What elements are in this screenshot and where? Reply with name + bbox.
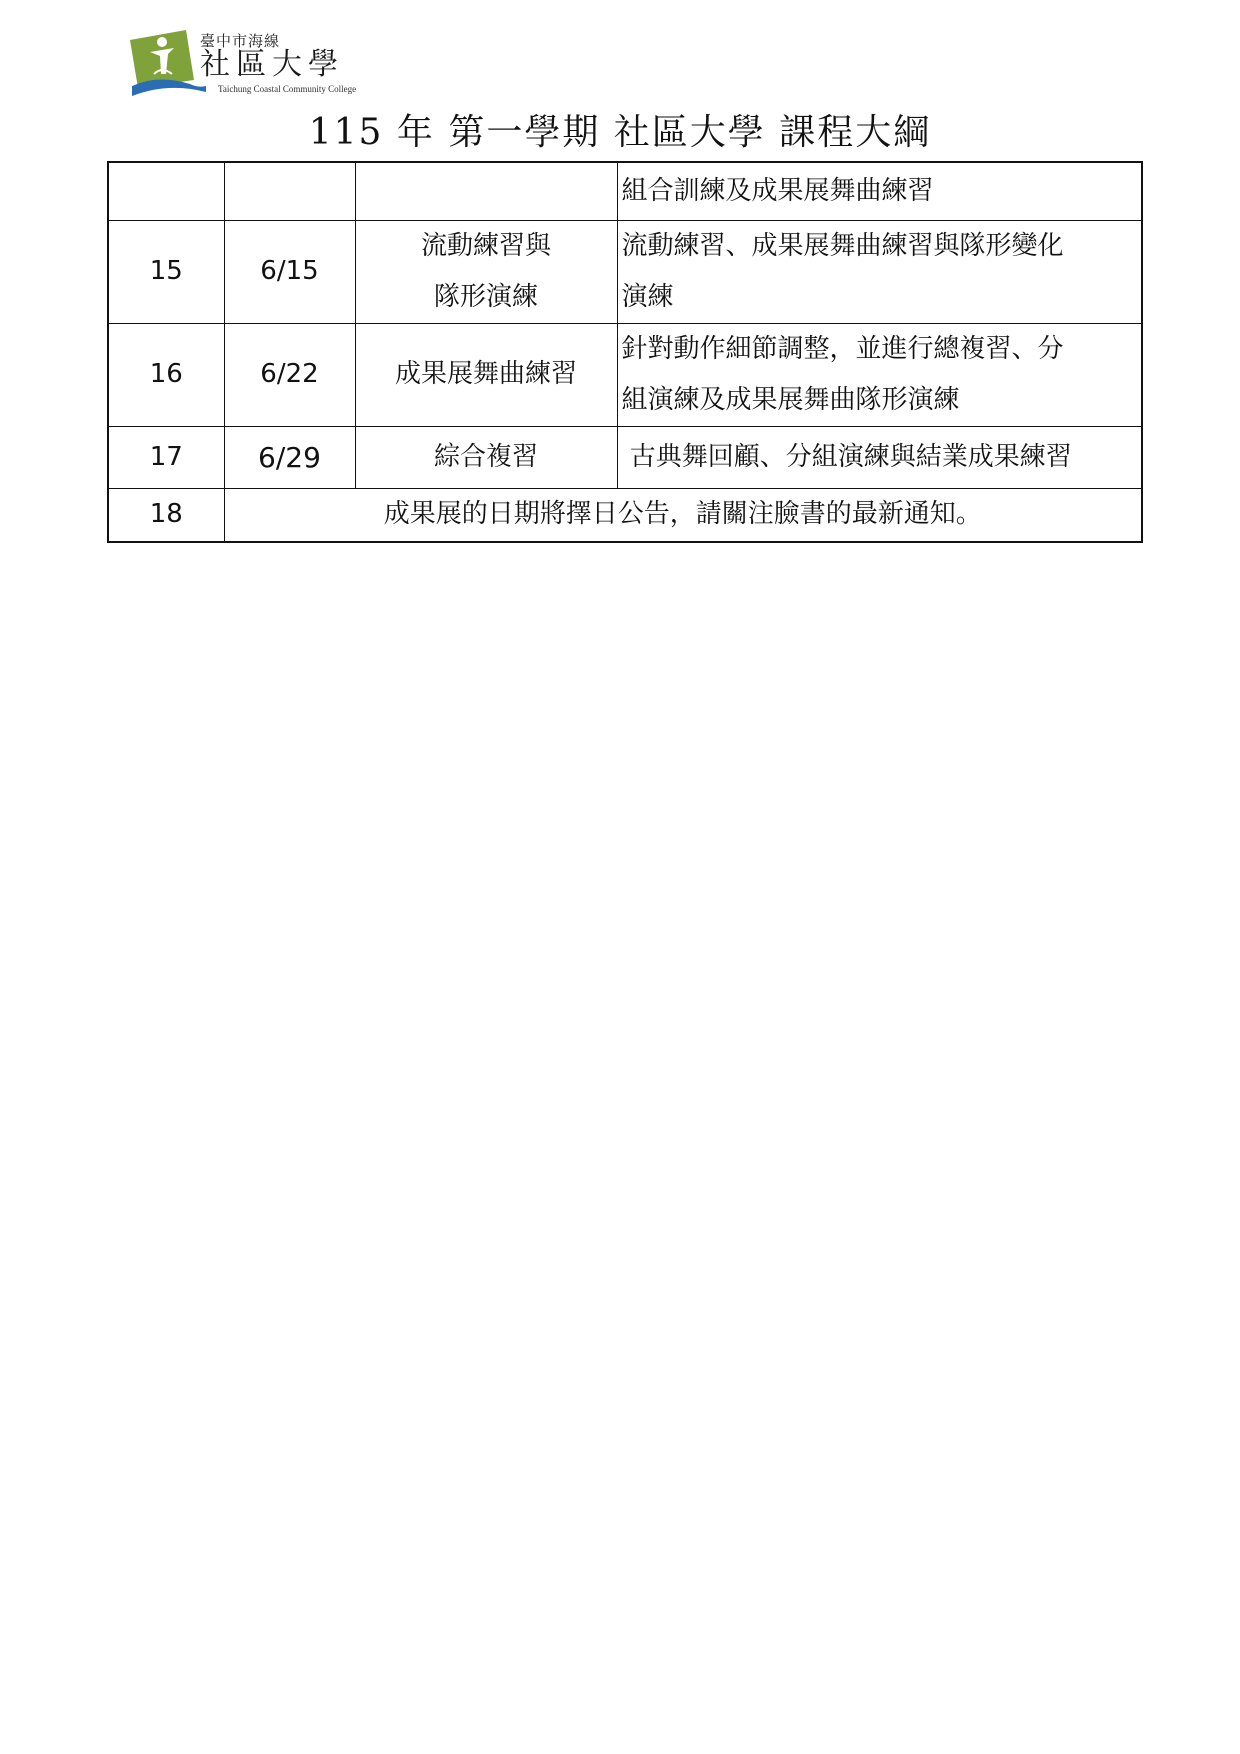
topic-cell (355, 220, 617, 323)
content-cell (617, 220, 1142, 323)
content-line: 組演練及成果展舞曲隊形演練 (621, 384, 960, 415)
page-title: 115 年 第一學期 社區大學 課程大綱 (308, 112, 932, 153)
content-line: 組合訓練及成果展舞曲練習 (621, 175, 934, 206)
week-cell: 15 (108, 220, 224, 323)
topic-cell (355, 323, 617, 426)
logo-emblem-icon (128, 26, 208, 98)
logo-name-text: 社區大學 (200, 47, 344, 82)
date-cell: 6/22 (224, 323, 355, 426)
content-line: 演練 (621, 281, 674, 312)
content-line: 流動練習、成果展舞曲練習與隊形變化 (621, 230, 1064, 261)
announcement-cell: 成果展的日期將擇日公告，請關注臉書的最新通知。 (224, 488, 1142, 542)
topic-line: 隊形演練 (433, 281, 538, 312)
table-row (108, 488, 1142, 542)
content-line: 針對動作細節調整，並進行總複習、分 (621, 333, 1064, 364)
syllabus-table (107, 161, 1143, 543)
table-row (108, 323, 1142, 426)
content-cell (617, 426, 1142, 488)
topic-line: 流動練習與 (420, 230, 551, 261)
table-row (108, 220, 1142, 323)
week-cell: 18 (108, 488, 224, 542)
date-cell (224, 162, 355, 220)
week-cell: 16 (108, 323, 224, 426)
week-cell (108, 162, 224, 220)
logo-city-text: 臺中市海線 (200, 32, 281, 50)
logo-english-text: Taichung Coastal Community College (218, 84, 357, 94)
date-cell: 6/15 (224, 220, 355, 323)
college-logo (128, 26, 378, 98)
topic-line: 成果展舞曲練習 (394, 359, 577, 389)
topic-cell (355, 162, 617, 220)
date-cell: 6/29 (224, 426, 355, 488)
table-row (108, 426, 1142, 488)
content-cell (617, 323, 1142, 426)
content-cell (617, 162, 1142, 220)
content-line: 古典舞回顧、分組演練與結業成果練習 (621, 441, 1072, 472)
topic-line: 綜合複習 (433, 441, 538, 472)
table-row (108, 162, 1142, 220)
week-cell: 17 (108, 426, 224, 488)
topic-cell (355, 426, 617, 488)
